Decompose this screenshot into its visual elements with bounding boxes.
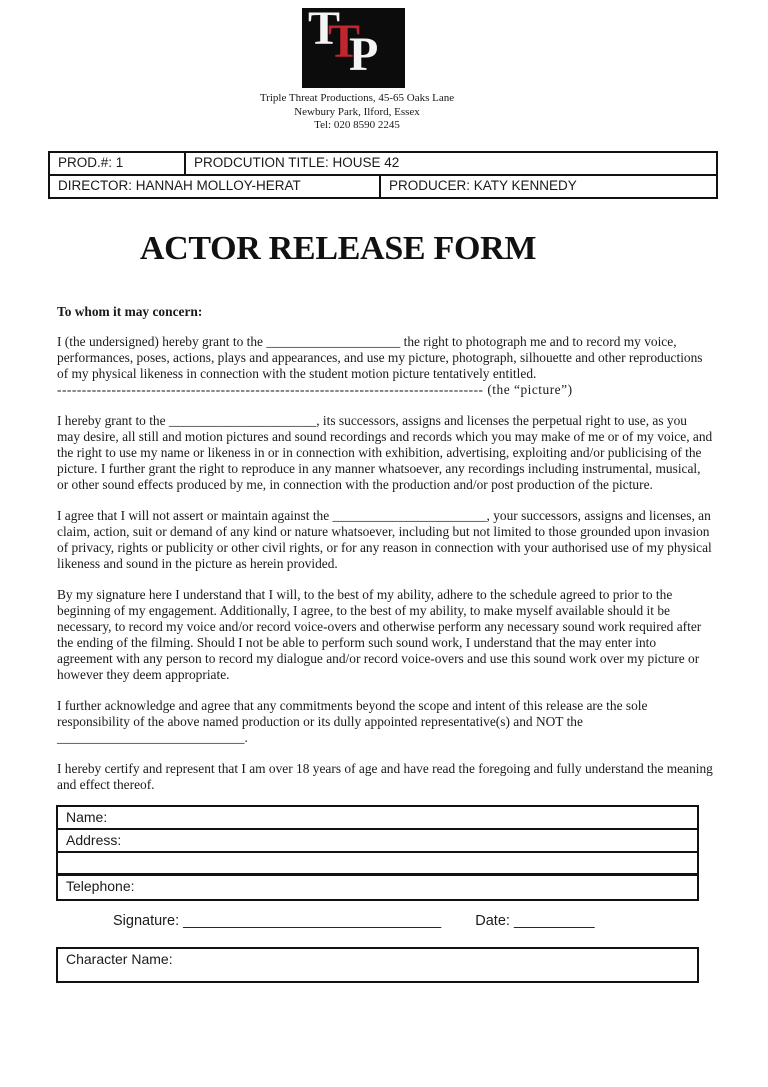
form-body — [57, 304, 713, 808]
prod-number-cell: PROD.#: 1 — [50, 153, 186, 174]
paragraph-schedule-sound-work: By my signature here I understand that I will, to the best of my ability, adhere to the schedule agreed to prior to the beginning of my engagement. Additionally, I agree, to the best of my ability, to make myself available should it be necessary, to record my voice and/or record voice-overs and otherwise perform any necessary sound work required after the ending of the filming. Should I not be able to perform such sound work, I understand that the may enter into agreement with any person to record my dialogue and/or record voice-overs and use this sound work over my picture or however they deem appropriate. — [57, 587, 702, 682]
producer-cell: PRODUCER: KATY KENNEDY — [389, 178, 577, 193]
production-table-row-1 — [50, 153, 716, 176]
date-label: Date: — [475, 913, 510, 929]
signature-blank: ________________________________ — [183, 913, 442, 929]
paragraph-perpetual-right: I hereby grant to the ______________________, its successors, assigns and licenses the perpetual right to use, as you may desire, all still and motion pictures and sound recordings and records which you may make of me or of my voice, and the right to use my name or likeness in or in connection with exhibition, advertising, exploiting and/or publicising of the picture. I further grant the right to reproduce in any manner whatsoever, any recordings including instrumental, musical, or other sound effects produced by me, in connection with the production and/or post production of the picture. — [57, 413, 713, 492]
salutation: To whom it may concern: — [57, 304, 203, 319]
address-continuation-row — [58, 853, 697, 876]
name-field-row: Name: — [58, 807, 697, 830]
character-name-box — [56, 947, 699, 983]
logo-letter-t-white: T — [308, 2, 341, 55]
production-table-row-2 — [50, 176, 716, 197]
address-field-row: Address: — [58, 830, 697, 853]
production-info-table — [48, 151, 718, 199]
paragraph-sole-responsibility: I further acknowledge and agree that any commitments beyond the scope and intent of this release are the sole responsibility of the above named production or its dully appointed representative(s) and NOT the ____________________________. — [57, 698, 648, 745]
address-line-1: Triple Threat Productions, 45-65 Oaks Lane — [259, 92, 455, 104]
company-address — [0, 92, 714, 133]
production-title-cell: PRODCUTION TITLE: HOUSE 42 — [194, 155, 400, 170]
date-blank: __________ — [513, 913, 595, 929]
character-name-label: Character Name: — [66, 951, 173, 967]
address-line-3: Tel: 020 8590 2245 — [314, 119, 400, 131]
address-line-2: Newbury Park, Ilford, Essex — [294, 105, 420, 118]
signature-line — [113, 913, 595, 929]
paragraph-over-18-certify: I hereby certify and represent that I am over 18 years of age and have read the foregoing and fully understand the meaning and effect thereof. — [57, 761, 713, 792]
telephone-field-row: Telephone: — [66, 878, 135, 894]
paragraph-no-claims: I agree that I will not assert or maintain against the _______________________, your successors, assigns and licenses, an claim, action, suit or demand of any kind or nature whatsoever, including but not limited to those grounded upon invasion of privacy, rights or publicity or other civil rights, or for any reason in connection with your authorised use of my physical likeness and sound in the picture as herein provided. — [57, 508, 712, 571]
picture-dash-line: -------------------------------------------------------------------------------------- (the “picture”) — [57, 382, 573, 397]
logo-letter-t-red: T — [328, 15, 361, 68]
contact-fields-table — [56, 805, 699, 901]
director-cell: DIRECTOR: HANNAH MOLLOY-HERAT — [50, 176, 381, 197]
signature-label: Signature: — [113, 913, 180, 929]
ttp-logo — [302, 2, 405, 88]
logo-letter-p-white: P — [349, 28, 379, 81]
paragraph-grant-photograph: I (the undersigned) hereby grant to the ____________________ the right to photograph me and to record my voice, performances, poses, actions, plays and appearances, and use my picture, photograph, silhouette and other reproductions of my physical likeness in connection with the student motion picture tentatively entitled. — [57, 334, 703, 381]
form-title: ACTOR RELEASE FORM — [139, 230, 537, 267]
